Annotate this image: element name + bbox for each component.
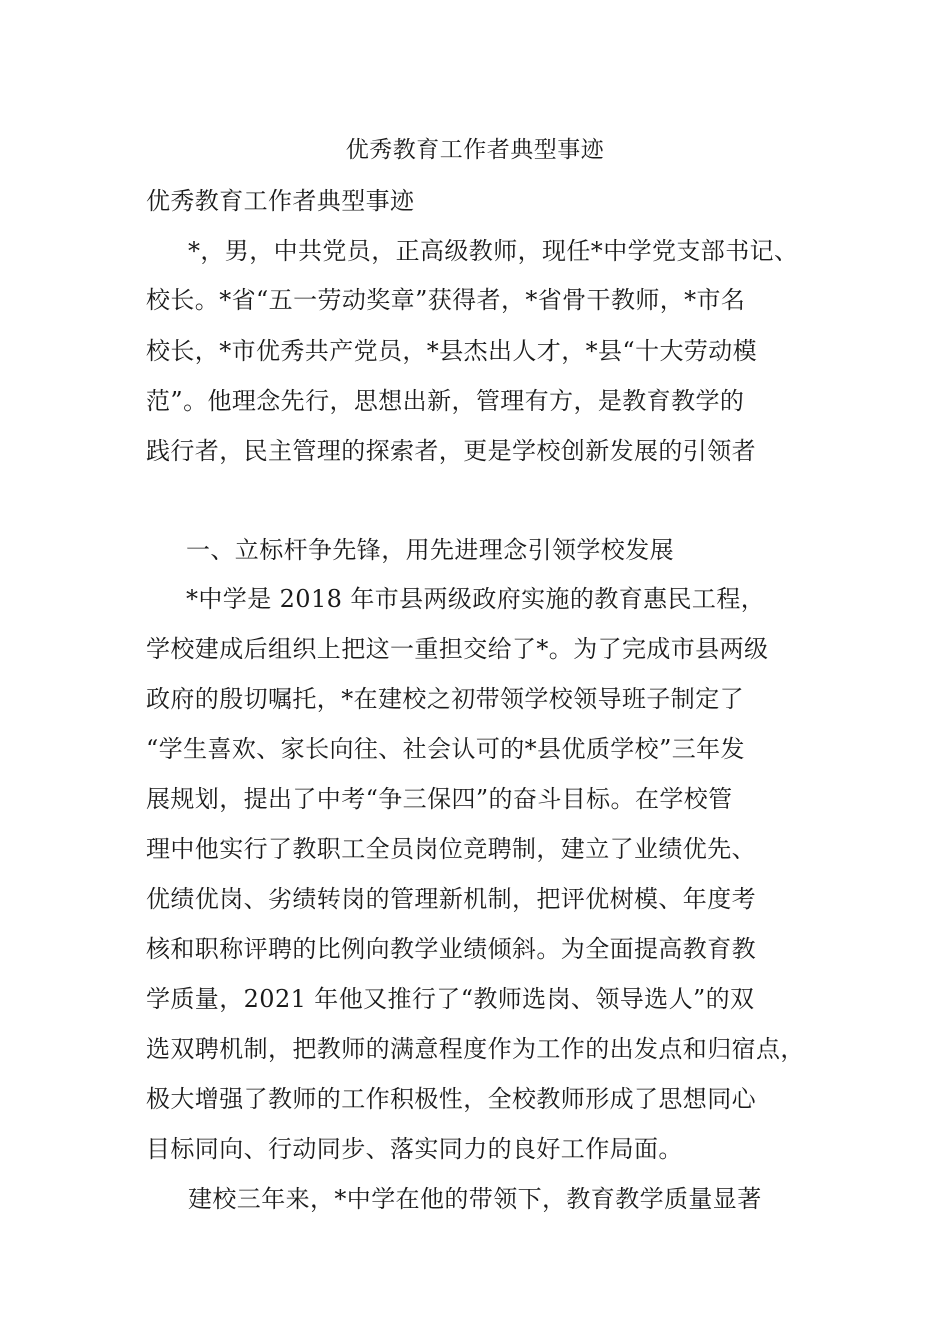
- intro-line: 校长。*省“五一劳动奖章”获得者，*省骨干教师，*市名: [146, 286, 746, 314]
- paragraph-line: 建校三年来，*中学在他的带领下，教育教学质量显著: [188, 1185, 762, 1213]
- section-heading: 一、立标杆争先锋，用先进理念引领学校发展: [186, 536, 674, 564]
- paragraph-line: *中学是 2018 年市县两级政府实施的教育惠民工程，: [186, 585, 766, 613]
- paragraph-line: 展规划，提出了中考“争三保四”的奋斗目标。在学校管: [146, 785, 733, 813]
- paragraph-line: 学质量，2021 年他又推行了“教师选岗、领导选人”的双: [146, 985, 755, 1013]
- paragraph-line: 选双聘机制，把教师的满意程度作为工作的出发点和归宿点，: [146, 1035, 805, 1063]
- paragraph-line: 优绩优岗、劣绩转岗的管理新机制，把评优树模、年度考: [146, 885, 756, 913]
- document-title: 优秀教育工作者典型事迹: [345, 137, 605, 163]
- intro-line: 校长，*市优秀共产党员，*县杰出人才，*县“十大劳动模: [146, 337, 758, 365]
- paragraph-line: “学生喜欢、家长向往、社会认可的*县优质学校”三年发: [146, 735, 745, 763]
- paragraph-line: 目标同向、行动同步、落实同力的良好工作局面。: [146, 1135, 683, 1163]
- intro-line: 范”。他理念先行，思想出新，管理有方，是教育教学的: [146, 387, 745, 415]
- paragraph-line: 理中他实行了教职工全员岗位竞聘制，建立了业绩优先、: [146, 835, 756, 863]
- intro-line: 践行者，民主管理的探索者，更是学校创新发展的引领者: [146, 437, 756, 465]
- paragraph-line: 学校建成后组织上把这一重担交给了*。为了完成市县两级: [146, 635, 769, 663]
- paragraph-line: 政府的殷切嘱托，*在建校之初带领学校领导班子制定了: [146, 685, 744, 713]
- paragraph-line: 极大增强了教师的工作积极性，全校教师形成了思想同心: [146, 1085, 756, 1113]
- paragraph-line: 核和职称评聘的比例向教学业绩倾斜。为全面提高教育教: [146, 935, 756, 963]
- document-subtitle: 优秀教育工作者典型事迹: [146, 187, 415, 215]
- intro-line: *，男，中共党员，正高级教师，现任*中学党支部书记、: [188, 237, 799, 265]
